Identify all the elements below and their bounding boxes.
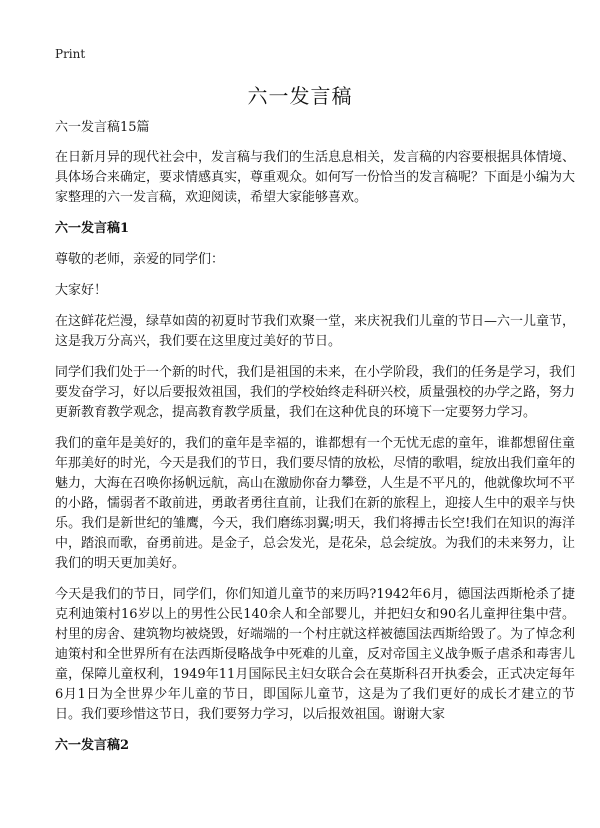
body-paragraph: 今天是我们的节日，同学们，你们知道儿童节的来历吗?1942年6月，德国法西斯枪杀了捷克利迪策村16岁以上的男性公民140余人和全部婴儿，并把妇女和90名儿童押往集中营。村里的房舍、建筑物均被烧毁，好端端的一个村庄就这样被德国法西斯给毁了。为了悼念利迪策村和全世界所有在法西斯侵略战争中死难的儿童，反对帝国主义战争贩子虐杀和毒害儿童，保障儿童权利，1949年11月国际民主妇女联合会在莫斯科召开执委会，正式决定每年6月1日为全世界少年儿童的节日，即国际儿童节，这是为了我们更好的成长才建立的节日。我们要珍惜这节日，我们要努力学习，以后报效祖国。谢谢大家 <box>55 587 576 722</box>
body-paragraph: 我们的童年是美好的，我们的童年是幸福的，谁都想有一个无忧无虑的童年，谁都想留住童年那美好的时光，今天是我们的节日，我们要尽情的放松，尽情的歌唱，绽放出我们童年的魅力，大海在召唤你扬帆远航，高山在激励你奋力攀登，人生是不平凡的，他就像坎坷不平的小路，懦弱者不敢前进，勇敢者勇往直前，让我们在新的旅程上，迎接人生中的艰辛与快乐。我们是新世纪的雏鹰，今天，我们磨练羽翼;明天，我们将搏击长空!我们在知识的海洋中，踏浪而歌，奋勇前进。是金子，总会发光，是花朵，总会绽放。为我们的未来努力，让我们的明天更加美好。 <box>55 436 576 571</box>
greeting: 尊敬的老师，亲爱的同学们： <box>55 252 225 267</box>
page-title: 六一发言稿 <box>247 84 353 108</box>
article-body <box>55 118 575 767</box>
intro-paragraph: 在日新月异的现代社会中，发言稿与我们的生活息息相关，发言稿的内容要根据具体情境、具体场合来确定，要求情感真实，尊重观众。如何写一份恰当的发言稿呢？下面是小编为大家整理的六一发言稿，欢迎阅读，希望大家能够喜欢。 <box>55 150 576 205</box>
body-paragraph: 在这鲜花烂漫，绿草如茵的初夏时节我们欢聚一堂，来庆祝我们儿童的节日—六一儿童节，这是我万分高兴，我们要在这里度过美好的节日。 <box>55 314 576 349</box>
section-heading: 六一发言稿2 <box>55 738 130 753</box>
subtitle: 六一发言稿15篇 <box>55 120 150 135</box>
body-paragraph: 同学们我们处于一个新的时代，我们是祖国的未来，在小学阶段，我们的任务是学习，我们要发奋学习，好以后要报效祖国，我们的学校始终走科研兴校，质量强校的办学之路，努力更新教育教学观念，提高教育教学质量，我们在这种优良的环境下一定要努力学习。 <box>55 365 576 420</box>
print-link[interactable]: Print <box>55 47 86 61</box>
section-heading: 六一发言稿1 <box>55 221 130 236</box>
salutation: 大家好！ <box>55 283 108 298</box>
